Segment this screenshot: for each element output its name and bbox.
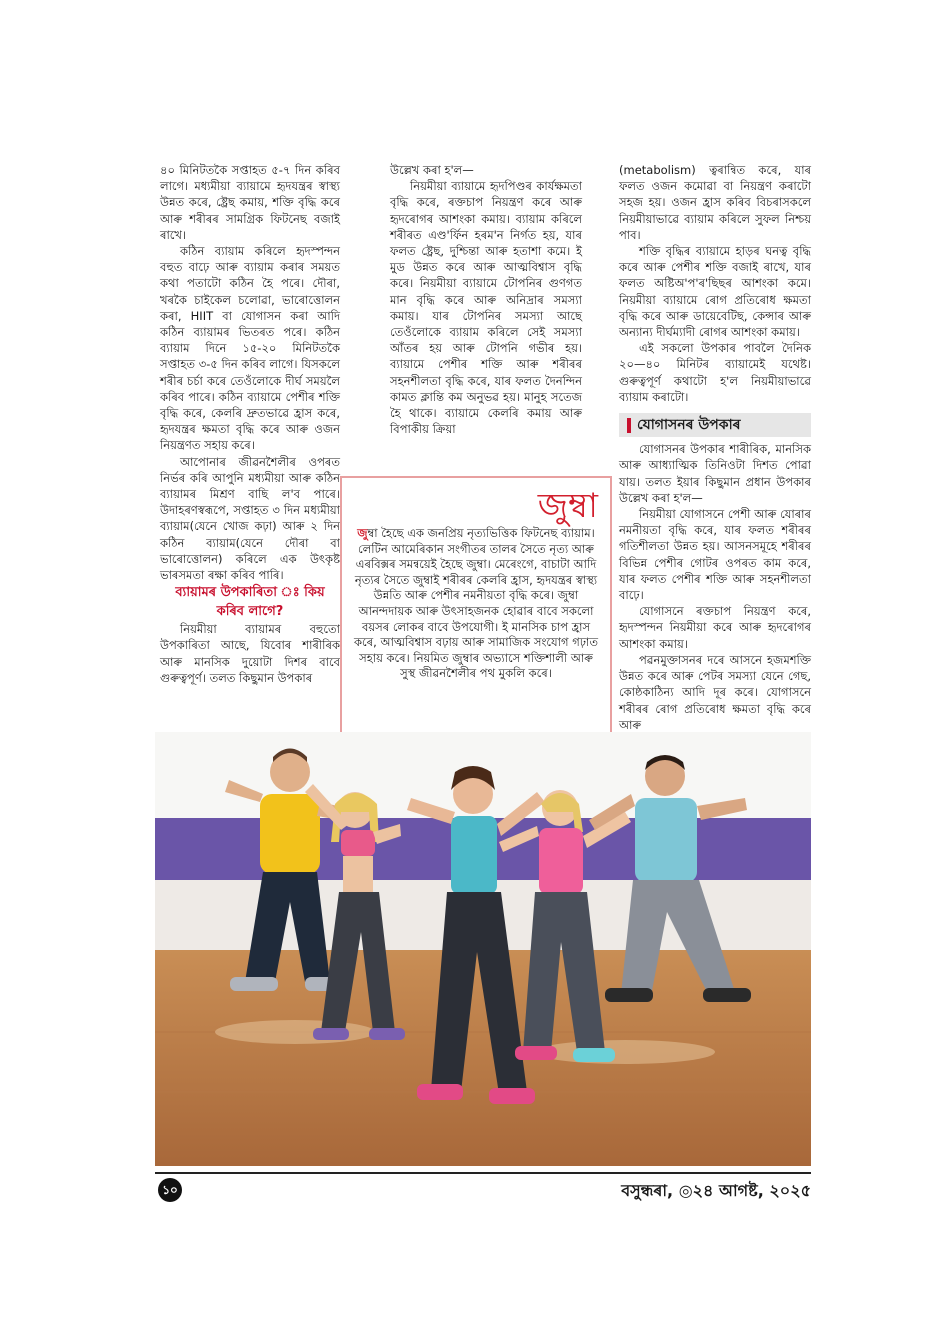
paragraph: (metabolism) ত্বৰান্বিত কৰে, যাৰ ফলত ওজন কমোৱা বা নিয়ন্ত্ৰণ কৰাটো সহজ হয়। ওজন হ্ৰাস কৰিব বিচৰাসকলে নিয়মীয়াভাৱে ব্যায়াম কৰিলে সুফল নিশ্চয় পাব।: [619, 163, 811, 242]
zumba-dancers-photo: [155, 732, 811, 1166]
dancers-illustration: [155, 732, 811, 1166]
heading-marker: [627, 418, 631, 433]
section-subheading: ব্যায়ামৰ উপকাৰিতা ঃ কিয় কৰিব লাগে?: [175, 585, 325, 620]
heading-text: যোগাসনৰ উপকাৰ: [637, 417, 741, 434]
drop-cap: জু: [357, 526, 368, 540]
paragraph: ৪০ মিনিটতকৈ সপ্তাহত ৫-৭ দিন কৰিব লাগে। মধ্যমীয়া ব্যায়ামে হৃদযন্ত্ৰৰ স্বাস্থ্য উন্নত কৰে, ষ্ট্ৰেছ কমায়, শক্তি বৃদ্ধি কৰে আৰু শৰীৰৰ সামগ্ৰিক ফিটনেছ বজাই ৰাখে।: [160, 163, 340, 242]
yoga-section-heading: [619, 413, 811, 437]
article-column-3: [619, 162, 811, 733]
paragraph: যোগাসনে ৰক্তচাপ নিয়ন্ত্ৰণ কৰে, হৃদস্পন্দন নিয়মীয়া কৰে আৰু হৃদৰোগৰ আশংকা কমায়।: [619, 604, 811, 651]
page-number: ১০: [158, 1178, 182, 1202]
paragraph: নিয়মীয়া ব্যায়ামে হৃদপিণ্ডৰ কাৰ্যক্ষমতা বৃদ্ধি কৰে, ৰক্তচাপ নিয়ন্ত্ৰণ কৰে আৰু হৃদৰোগৰ আশংকা কমায়। ব্যায়াম কৰিলে শৰীৰত এণ্ড'ৰ্ফিন হৰম'ন নিৰ্গত হয়, যাৰ ফলত ষ্ট্ৰেছ, দুশ্চিন্তা আৰু হতাশা কমে। ই মুড উন্নত কৰে আৰু আত্মবিশ্বাস বৃদ্ধি কৰে। নিয়মীয়া ব্যায়ামে টোপনিৰ গুণগত মান বৃদ্ধি কৰে আৰু অনিদ্ৰাৰ সমস্যা কমায়। যাৰ টোপনিৰ সমস্যা আছে তেওঁলোকে ব্যায়াম কৰিলে সেই সমস্যা আঁতৰ হয় আৰু টোপনি গভীৰ হয়। ব্যায়ামে পেশীৰ শক্তি আৰু শৰীৰৰ সহনশীলতা বৃদ্ধি কৰে, যাৰ ফলত দৈনন্দিন কামত ক্লান্তি কম অনুভৱ হয়। মানুহ সতেজ হৈ থাকে। ব্যায়ামে কেলৰি কমায় আৰু বিপাকীয় ক্ৰিয়া: [390, 179, 582, 437]
paragraph: কঠিন ব্যায়াম কৰিলে হৃদস্পন্দন বহুত বাঢ়ে আৰু ব্যায়াম কৰাৰ সময়ত কথা পতাটো কঠিন হৈ পৰে। দৌৰা, খৰকৈ চাইকেল চলোৱা, ভাৰোত্তোলন কৰা, HIIT বা যোগাসন কৰা আদি কঠিন ব্যায়ামৰ ভিতৰত পৰে। কঠিন ব্যায়াম দিনে ১৫-২০ মিনিটতকৈ সপ্তাহত ৩-৫ দিন কৰিব লাগে। যিসকলে শৰীৰ চৰ্চা কৰে তেওঁলোকে দীৰ্ঘ সময়লৈ কৰিব পাৰে। কঠিন ব্যায়ামে পেশীৰ শক্তি বৃদ্ধি কৰে, কেলৰি দ্ৰুতভাৱে হ্ৰাস কৰে, হৃদযন্ত্ৰৰ ক্ষমতা বৃদ্ধি কৰে আৰু ওজন নিয়ন্ত্ৰণত সহায় কৰে।: [160, 244, 340, 453]
paragraph: পৱনমুক্তাসনৰ দৰে আসনে হজমশক্তি উন্নত কৰে আৰু পেটৰ সমস্যা যেনে গেছ, কোষ্ঠকাঠিন্য আদি দূৰ কৰে। যোগাসনে শৰীৰৰ ৰোগ প্ৰতিৰোধ ক্ষমতা বৃদ্ধি কৰে আৰু: [619, 652, 811, 732]
zumba-body: [354, 526, 598, 682]
paragraph: যোগাসনৰ উপকাৰ শাৰীৰিক, মানসিক আৰু আধ্যাত্মিক তিনিওটা দিশত পোৱা যায়। তলত ইয়াৰ কিছুমান প্ৰধান উপকাৰ উল্লেখ কৰা হ'ল—: [619, 442, 811, 505]
paragraph: শক্তি বৃদ্ধিৰ ব্যায়ামে হাড়ৰ ঘনত্ব বৃদ্ধি কৰে আৰু পেশীৰ শক্তি বজাই ৰাখে, যাৰ ফলত অষ্টিঅ'প'ৰ'ছিছৰ আশংকা কমে। নিয়মীয়া ব্যায়ামে ৰোগ প্ৰতিৰোধ ক্ষমতা বৃদ্ধি কৰে আৰু ডায়েবেটিছ, কেন্সাৰ আৰু অন্যান্য দীৰ্ঘম্যাদী ৰোগৰ আশংকা কমায়।: [619, 244, 811, 340]
paragraph: নিয়মীয়া ব্যায়ামৰ বহুতো উপকাৰিতা আছে, যিবোৰ শাৰীৰিক আৰু মানসিক দুয়োটা দিশৰ বাবে গুৰুত্বপূৰ্ণ। তলত কিছুমান উপকাৰ: [160, 622, 340, 685]
article-column-2: [390, 162, 582, 437]
paragraph: এই সকলো উপকাৰ পাবলৈ দৈনিক ২০—৪০ মিনিটৰ ব্যায়ামেই যথেষ্ট। গুৰুত্বপূৰ্ণ কথাটো হ'ল নিয়মীয়াভাৱে ব্যায়াম কৰাটো।: [619, 341, 811, 404]
publication-footer: বসুন্ধৰা, ◎২৪ আগষ্ট, ২০২৫: [621, 1181, 811, 1200]
zumba-title: জুম্বা: [537, 486, 598, 526]
paragraph: নিয়মীয়া যোগাসনে পেশী আৰু যোৰাৰ নমনীয়তা বৃদ্ধি কৰে, যাৰ ফলত শৰীৰৰ গতিশীলতা উন্নত হয়। আসনসমূহে শৰীৰৰ বিভিন্ন পেশীৰ গোটৰ ওপৰত কাম কৰে, যাৰ ফলত পেশীৰ শক্তি আৰু সহনশীলতা বাঢ়ে।: [619, 507, 811, 603]
zumba-sidebar-box: [340, 476, 612, 742]
zumba-body-text: ম্বা হৈছে এক জনপ্ৰিয় নৃত্যভিত্তিক ফিটনেছ ব্যায়াম। লেটিন আমেৰিকান সংগীতৰ তালৰ সৈতে নৃত্য আৰু এৰবিক্সৰ সমন্বয়েই হৈছে জুম্বা। মেৰেংগে, বাচাটা আদি নৃত্যৰ সৈতে জুম্বাই শৰীৰৰ কেলৰি হ্ৰাস, হৃদযন্ত্ৰৰ স্বাস্থ্য উন্নতি আৰু পেশীৰ নমনীয়তা বৃদ্ধি কৰে। জুম্বা আনন্দদায়ক আৰু উৎসাহজনক হোৱাৰ বাবে সকলো বয়সৰ লোকৰ বাবে উপযোগী। ই মানসিক চাপ হ্ৰাস কৰে, আত্মবিশ্বাস বঢ়ায় আৰু সামাজিক সংযোগ গঢ়াত সহায় কৰে। নিয়মিত জুম্বাৰ অভ্যাসে শক্তিশালী আৰু সুস্থ জীৱনশৈলীৰ পথ মুকলি কৰে।: [354, 526, 598, 681]
paragraph: উল্লেখ কৰা হ'ল—: [390, 163, 474, 177]
paragraph: আপোনাৰ জীৱনশৈলীৰ ওপৰত নিৰ্ভৰ কৰি আপুনি মধ্যমীয়া আৰু কঠিন ব্যায়ামৰ মিশ্ৰণ বাছি ল'ব পাৰে। উদাহৰণস্বৰূপে, সপ্তাহত ৩ দিন মধ্যমীয়া ব্যায়াম(যেনে খোজ কঢ়া) আৰু ২ দিন কঠিন ব্যায়াম(যেনে দৌৰা বা ভাৰোত্তোলন) কৰিলে এক উৎকৃষ্ট ভাৰসমতা ৰক্ষা কৰিব পাৰি।: [160, 454, 340, 583]
article-column-1: [160, 162, 340, 686]
footer-rule: [155, 1172, 811, 1174]
